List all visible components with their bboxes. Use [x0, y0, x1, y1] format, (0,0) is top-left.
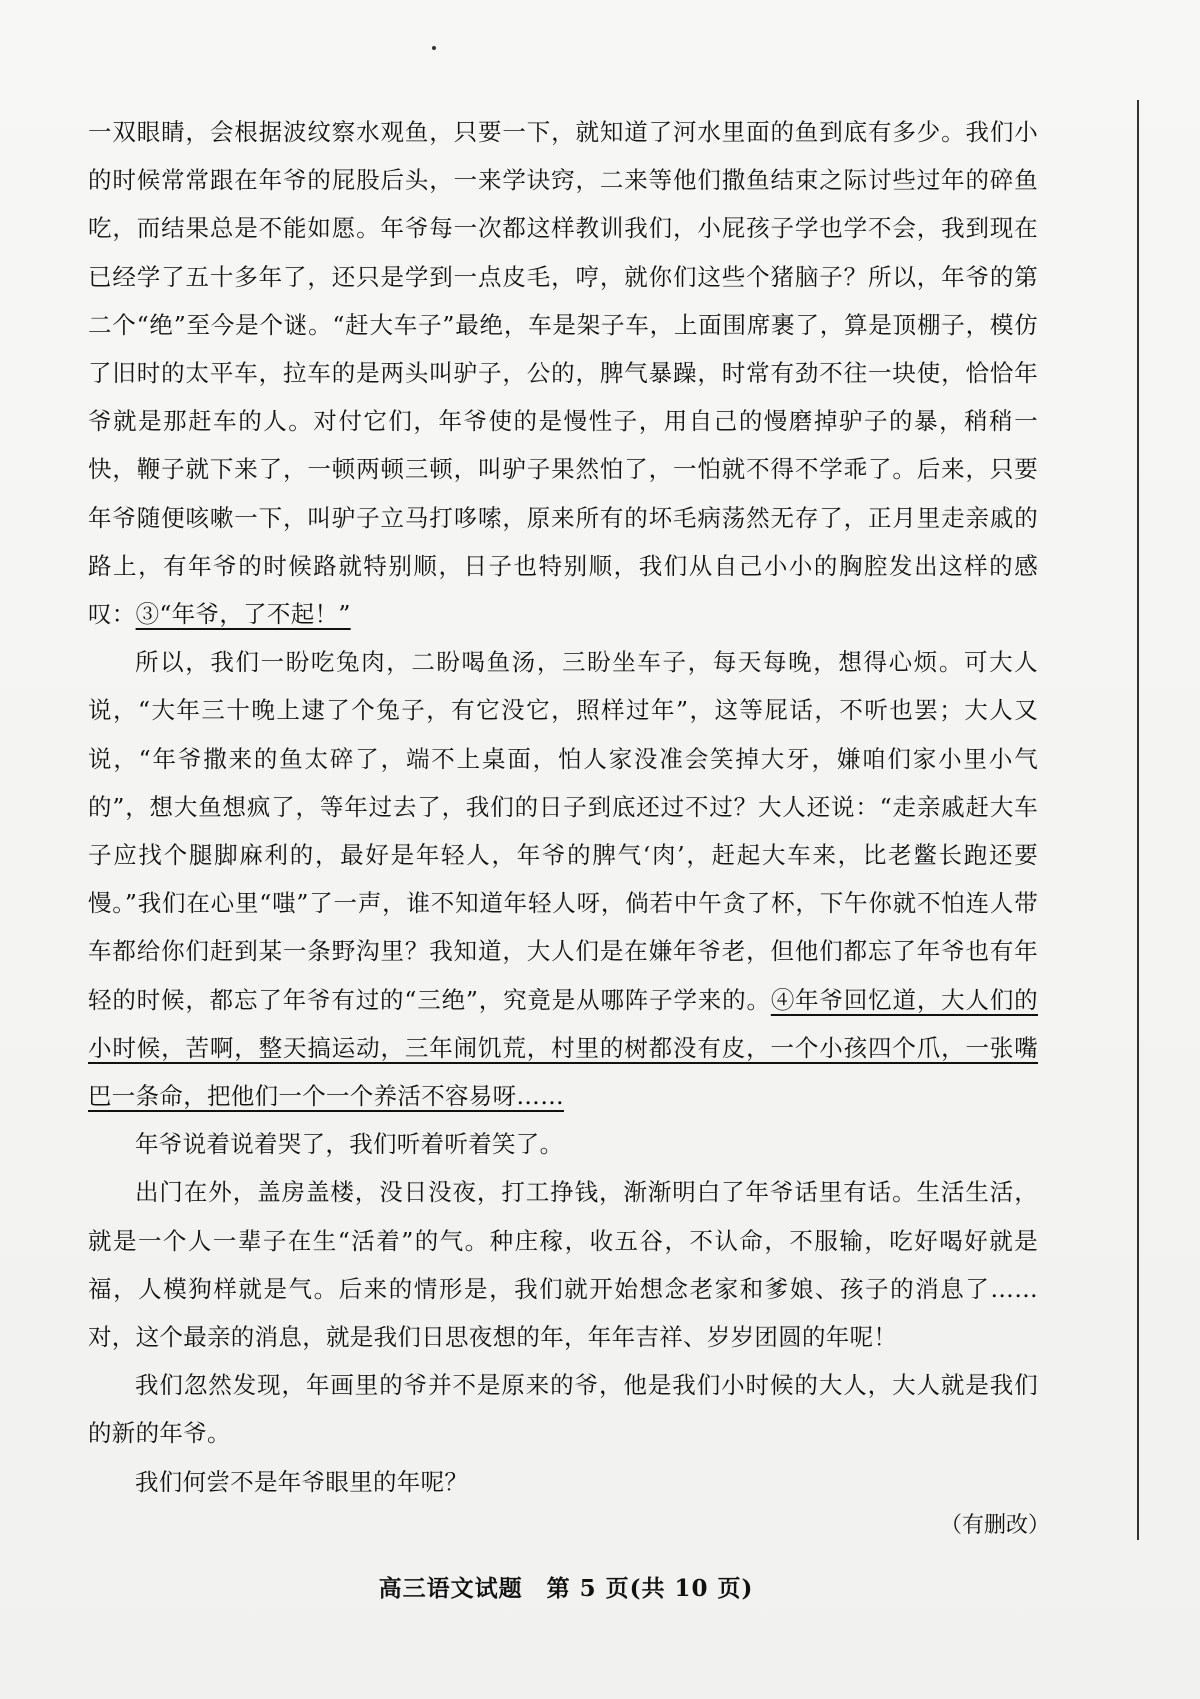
scan-dot: [432, 46, 436, 50]
paragraph-text: 所以，我们一盼吃兔肉，二盼喝鱼汤，三盼坐车子，每天每晚，想得心烦。可大人说，“大年三十晚上逮了个兔子，有它没它，照样过年”，这等屁话，不听也罢；大人又说，“年爷撒来的鱼太碎了，端不上桌面，怕人家没准会笑掉大牙，嫌咱们家小里小气的”，想大鱼想疯了，等年过去了，我们的日子到底还过不过？大人还说：“走亲戚赶大车子应找个腿脚麻利的，最好是年轻人，年爷的脾气‘肉’，赶起大车来，比老鳖长跑还要慢。”我们在心里“嗤”了一声，谁不知道年轻人呀，倘若中午贪了杯，下午你就不怕连人带车都给你们赶到某一条野沟里？我知道，大人们是在嫌年爷老，但他们都忘了年爷也有年轻的时候，都忘了年爷有过的“三绝”，究竟是从哪阵子学来的。: [88, 648, 1038, 1014]
paragraph-6: 我们何尝不是年爷眼里的年呢？: [135, 1467, 469, 1496]
page-footer: 高三语文试题 第 5 页(共 10 页): [378, 1575, 754, 1602]
paragraph-text: 一双眼睛，会根据波纹察水观鱼，只要一下，就知道了河水里面的鱼到底有多少。我们小的时候常常跟在年爷的屁股后头，一来学诀窍，二来等他们撒鱼结束之际讨些过年的碎鱼吃，而结果总是不能如愿。年爷每一次都这样教训我们，小屁孩子学也学不会，我到现在已经学了五十多年了，还只是学到一点皮毛，哼，就你们这些个猪脑子？所以，年爷的第二个“绝”至今是个谜。“赶大车子”最绝，车是架子车，上面围席裹了，算是顶棚子，模仿了旧时的太平车，拉车的是两头叫驴子，公的，脾气暴躁，时常有劲不往一块使，恰恰年爷就是那赶车的人。对付它们，年爷使的是慢性子，用自己的慢磨掉驴子的暴，稍稍一快，鞭子就下来了，一顿两顿三顿，叫驴子果然怕了，一怕就不得不学乖了。后来，只要年爷随便咳嗽一下，叫驴子立马打哆嗦，原来所有的坏毛病荡然无存了，正月里走亲戚的路上，有年爷的时候路就特别顺，日子也特别顺，我们从自己小小的胸腔发出这样的感叹：: [88, 118, 1038, 629]
paragraph-1: [88, 108, 1038, 638]
paragraph-2: [88, 638, 1038, 1120]
underlined-sentence-3: ③“年爷，了不起！”: [135, 600, 351, 629]
passage: [88, 108, 1038, 1506]
paragraph-5: 我们忽然发现，年画里的爷并不是原来的爷，他是我们小时候的大人，大人就是我们的新的年爷。: [88, 1371, 1038, 1448]
margin-rule: [1137, 100, 1139, 1540]
edit-note: （有删改）: [940, 1513, 1051, 1538]
paragraph-4: 出门在外，盖房盖楼，没日没夜，打工挣钱，渐渐明白了年爷话里有话。生活生活，就是一个人一辈子在生“活着”的气。种庄稼，收五谷，不认命，不服输，吃好喝好就是福，人模狗样就是气。后来的情形是，我们就开始想念老家和爹娘、孩子的消息了……对，这个最亲的消息，就是我们日思夜想的年，年年吉祥、岁岁团圆的年呢！: [88, 1178, 1038, 1352]
underlined-sentence-4: ④年爷回忆道，大人们的小时候，苦啊，整天搞运动，三年闹饥荒，村里的树都没有皮，一个小孩四个爪，一张嘴巴一条命，把他们一个一个养活不容易呀……: [88, 985, 1038, 1111]
paragraph-3: 年爷说着说着哭了，我们听着听着笑了。: [135, 1130, 564, 1159]
